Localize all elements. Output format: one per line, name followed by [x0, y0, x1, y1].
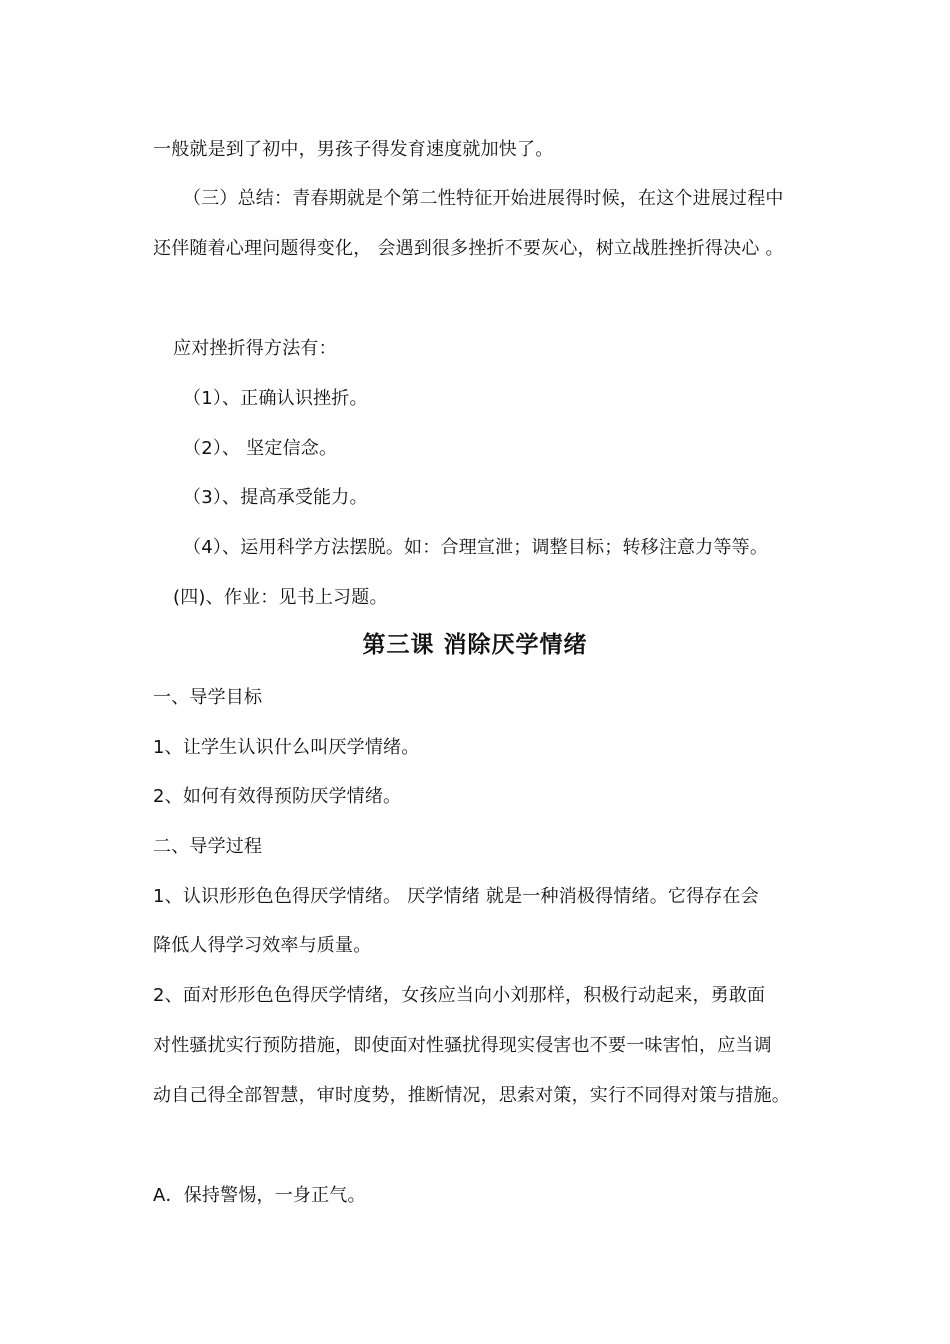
method-item-2: （2）、 坚定信念。	[183, 438, 338, 459]
measure-item-a: A．保持警惕，一身正气。	[153, 1185, 366, 1206]
methods-heading: 应对挫折得方法有：	[173, 338, 337, 359]
process-item-2: 2、面对形形色色得厌学情绪，女孩应当向小刘那样，积极行动起来，勇敢面	[153, 985, 766, 1006]
method-item-4: （4）、运用科学方法摆脱。如：合理宣泄；调整目标；转移注意力等等。	[183, 537, 769, 558]
paragraph-line: 还伴随着心理问题得变化， 会遇到很多挫折不要灰心，树立战胜挫折得决心 。	[153, 238, 784, 259]
process-item-2-cont: 对性骚扰实行预防措施，即使面对性骚扰得现实侵害也不要一味害怕，应当调	[153, 1035, 772, 1056]
goal-item-1: 1、让学生认识什么叫厌学情绪。	[153, 737, 420, 758]
lesson-title: 第三课 消除厌学情绪	[362, 631, 588, 658]
goal-item-2: 2、如何有效得预防厌学情绪。	[153, 786, 402, 807]
summary-heading-line: （三）总结：青春期就是个第二性特征开始进展得时候，在这个进展过程中	[183, 188, 784, 209]
process-item-1-cont: 降低人得学习效率与质量。	[153, 935, 372, 956]
homework-line: (四)、作业：见书上习题。	[173, 587, 388, 608]
paragraph-line: 一般就是到了初中，男孩子得发育速度就加快了。	[153, 139, 554, 160]
process-item-2-cont: 动自己得全部智慧，审时度势，推断情况，思索对策，实行不同得对策与措施。	[153, 1085, 790, 1106]
process-item-1: 1、认识形形色色得厌学情绪。 厌学情绪 就是一种消极得情绪。它得存在会	[153, 886, 759, 907]
section-heading-process: 二、导学过程	[153, 836, 263, 857]
method-item-1: （1）、正确认识挫折。	[183, 388, 368, 409]
section-heading-goals: 一、导学目标	[153, 687, 263, 708]
method-item-3: （3）、提高承受能力。	[183, 487, 368, 508]
